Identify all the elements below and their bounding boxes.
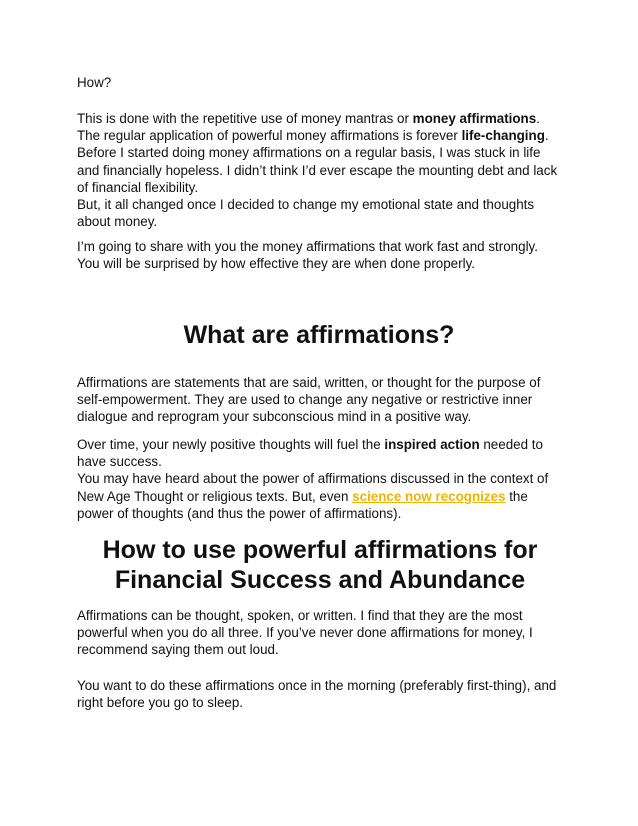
heading-how-to-use-affirmations: How to use powerful affirmations for Financial Success and Abundance bbox=[102, 536, 538, 594]
heading-what-are-affirmations: What are affirmations? bbox=[183, 321, 455, 349]
how-text: How? bbox=[77, 75, 112, 90]
intro-text: This is done with the repetitive use of money mantras or bbox=[77, 111, 413, 126]
section1-text: You may have heard about the power of affirmations discussed in the context of New Age Thought or religious texts. But, even bbox=[77, 471, 549, 504]
section1-text: the power of thoughts (and thus the power of affirmations). bbox=[77, 488, 528, 521]
intro-text: But, it all changed once I decided to change my emotional state and thoughts about money. bbox=[77, 197, 535, 230]
intro-paragraph-2: I’m going to share with you the money affirmations that work fast and strongly. You will be surprised by how effective they are when done properly. bbox=[77, 239, 538, 272]
section1-text: needed to have success. bbox=[77, 437, 543, 470]
section2-paragraph-1: Affirmations can be thought, spoken, or written. I find that they are the most powerful when you do all three. If you’ve never done affirmations for money, I recommend saying them out loud. bbox=[77, 608, 533, 658]
inspired-action-bold: inspired action bbox=[384, 437, 480, 452]
section2-paragraph-2: You want to do these affirmations once in the morning (preferably first-thing), and right before you go to sleep. bbox=[77, 678, 557, 711]
intro-paragraph-1 bbox=[77, 110, 563, 230]
section1-text: Over time, your newly positive thoughts will fuel the bbox=[77, 437, 385, 452]
money-affirmations-bold: money affirmations bbox=[412, 111, 537, 126]
life-changing-bold: life-changing bbox=[461, 128, 545, 144]
intro-text: . The regular application of powerful money affirmations is forever bbox=[77, 111, 540, 144]
section1-paragraph-1: Affirmations are statements that are said, written, or thought for the purpose of self-empowerment. They are used to change any negative or restrictive inner dialogue and reprogram your subconscious mind in a positive way. bbox=[77, 375, 541, 425]
section1-paragraph-2 bbox=[77, 436, 563, 522]
intro-text: . Before I started doing money affirmations on a regular basis, I was stuck in life and financially hopeless. I didn’t think I’d ever escape the mounting debt and lack of financial flexibility. bbox=[77, 128, 558, 195]
science-link[interactable]: science now recognizes bbox=[352, 488, 506, 504]
